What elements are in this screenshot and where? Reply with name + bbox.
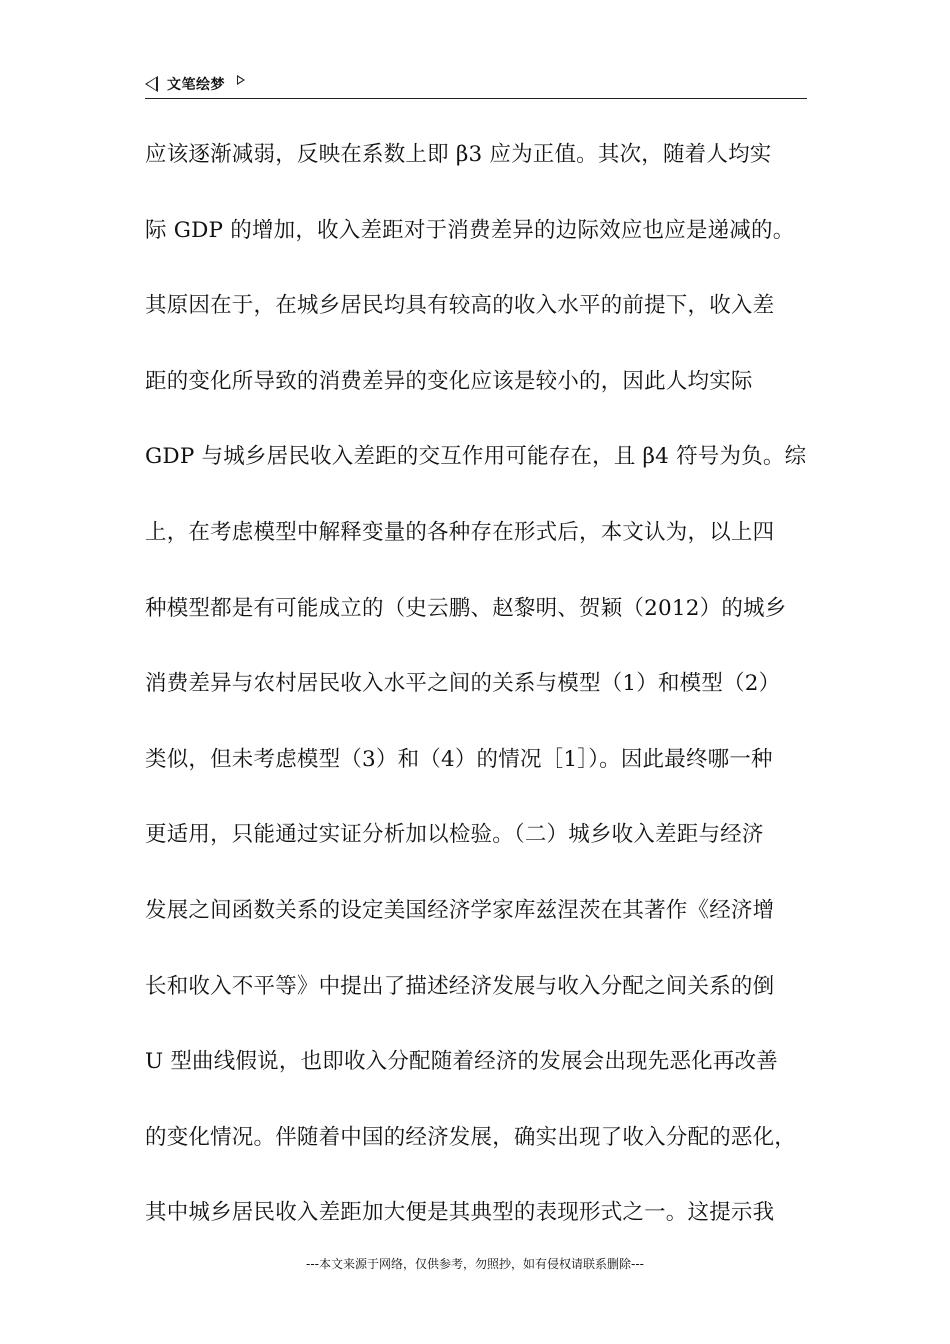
header-title: 文笔绘梦 xyxy=(167,77,225,93)
text-line: 距的变化所导致的消费差异的变化应该是较小的，因此人均实际 xyxy=(145,368,753,394)
page-footer: ---本文来源于网络，仅供参考，勿照抄，如有侵权请联系删除--- xyxy=(306,1257,644,1271)
text-line: 际 GDP 的增加，收入差距对于消费差异的边际效应也应是递减的。 xyxy=(145,217,795,243)
page-header xyxy=(145,72,807,99)
text-line: 的变化情况。伴随着中国的经济发展，确实出现了收入分配的恶化， xyxy=(145,1124,797,1150)
text-line: 发展之间函数关系的设定美国经济学家库兹涅茨在其著作《经济增 xyxy=(145,897,775,923)
text-line: 更适用，只能通过实证分析加以检验。（二）城乡收入差距与经济 xyxy=(145,822,764,848)
text-line: 其中城乡居民收入差距加大便是其典型的表现形式之一。这提示我 xyxy=(145,1200,775,1226)
text-line: 其原因在于，在城乡居民均具有较高的收入水平的前提下，收入差 xyxy=(145,293,775,319)
left-triangle-icon xyxy=(145,76,158,92)
text-line: GDP 与城乡居民收入差距的交互作用可能存在，且 β4 符号为负。综 xyxy=(145,444,807,470)
text-line: 种模型都是有可能成立的（史云鹏、赵黎明、贺颖（2012）的城乡 xyxy=(145,595,787,621)
right-triangle-icon xyxy=(237,75,245,85)
body-text xyxy=(145,131,815,1265)
text-line: 应该逐渐减弱，反映在系数上即 β3 应为正值。其次，随着人均实 xyxy=(145,142,772,167)
text-line: 上，在考虑模型中解释变量的各种存在形式后，本文认为，以上四 xyxy=(145,519,775,545)
text-line: U 型曲线假说，也即收入分配随着经济的发展会出现先恶化再改善 xyxy=(145,1049,778,1075)
text-line: 长和收入不平等》中提出了描述经济发展与收入分配之间关系的倒 xyxy=(145,973,775,999)
text-line: 类似，但未考虑模型（3）和（4）的情况［1］）。因此最终哪一种 xyxy=(145,746,773,772)
text-line: 消费差异与农村居民收入水平之间的关系与模型（1）和模型（2） xyxy=(145,671,781,697)
